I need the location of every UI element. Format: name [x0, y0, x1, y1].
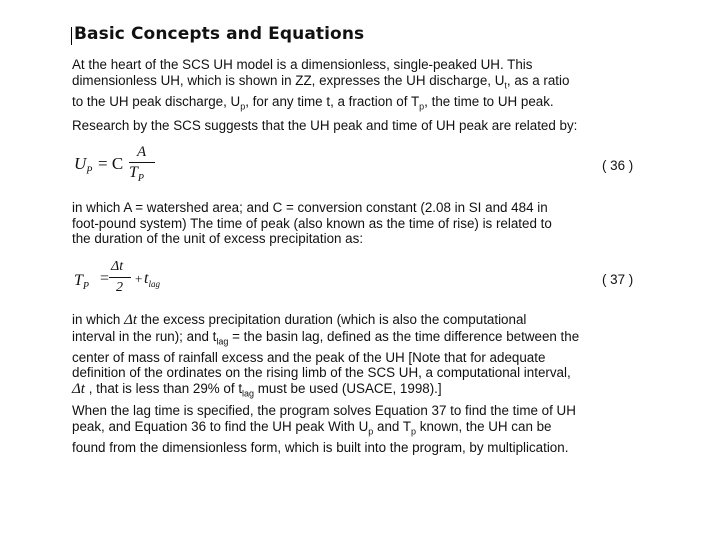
fraction-bar — [129, 162, 155, 163]
eq37-equals: = — [100, 270, 110, 287]
text-line: foot-pound system) The time of peak (also known as the time of rise) is related to — [72, 215, 552, 231]
subscript: p — [368, 426, 374, 437]
subscript: p — [411, 426, 417, 437]
text-line: definition of the ordinates on the rising limb of the SCS UH, a computational interval, — [72, 365, 571, 381]
eq37-rhs — [144, 270, 160, 289]
eq-symbol: T — [74, 272, 83, 289]
text-run: , that is less than 29% of t — [84, 381, 243, 397]
eq36-equals — [98, 154, 123, 174]
text-run: in which — [72, 312, 125, 327]
text-line — [72, 94, 652, 115]
text-line — [72, 381, 652, 402]
eq-subscript: lag — [148, 279, 160, 290]
delta-t-symbol: Δt — [72, 381, 85, 398]
paragraph-constants — [72, 200, 652, 247]
text-run: , for any time t, a fraction of T — [245, 93, 420, 109]
text-line — [72, 312, 652, 329]
subscript: lag — [216, 336, 229, 347]
text-line — [72, 73, 652, 94]
text-line — [72, 329, 652, 350]
eq-symbol: = C — [98, 154, 124, 173]
eq-symbol: U — [74, 154, 87, 173]
subscript: t — [504, 80, 507, 91]
text-run: and T — [373, 418, 412, 434]
text-run: , the time to UH peak. — [424, 93, 554, 109]
text-line: the duration of the unit of excess precipitation as: — [72, 231, 364, 247]
eq36-numerator: A — [137, 144, 147, 160]
paragraph-intro — [72, 57, 652, 115]
text-line: When the lag time is specified, the program solves Equation 37 to find the time of UH — [72, 403, 576, 418]
text-line: Research by the SCS suggests that the UH peak and time of UH peak are related by: — [72, 118, 578, 133]
text-line: center of mass of rainfall excess and the peak of the UH [Note that for adequate — [72, 349, 546, 365]
text-run: At the heart of the SCS UH model is a dimensionless, single-peaked UH. This — [72, 57, 533, 72]
section-heading: Basic Concepts and Equations — [74, 24, 365, 44]
subscript: p — [419, 101, 425, 112]
text-run: the excess precipitation duration (which is also the computational — [137, 312, 527, 327]
text-run: peak, and Equation 36 to find the UH peak With U — [72, 418, 369, 434]
text-line: found from the dimensionless form, which is built into the program, by multiplication. — [72, 439, 569, 455]
delta-t-symbol: Δt — [124, 312, 138, 328]
paragraph-definitions — [72, 312, 652, 402]
eq37-denominator: 2 — [116, 280, 123, 295]
text-run: dimensionless UH, which is shown in ZZ, expresses the UH discharge, U — [72, 72, 505, 88]
equation-number-36: ( 36 ) — [602, 158, 634, 173]
eq-subscript: P — [137, 173, 145, 185]
text-line — [72, 57, 652, 73]
eq37-lhs — [74, 272, 89, 292]
text-run: to the UH peak discharge, U — [72, 93, 241, 109]
eq36-lhs — [74, 154, 92, 176]
eq-subscript: P — [86, 165, 93, 177]
equation-number-37: ( 37 ) — [602, 272, 634, 287]
text-run: interval in the run); and t — [72, 328, 217, 344]
eq36-denominator — [129, 164, 144, 184]
text-run: known, the UH can be — [416, 418, 552, 434]
eq37-plus: + — [135, 271, 143, 286]
subscript: p — [240, 101, 246, 112]
eq-subscript: P — [82, 281, 90, 293]
paragraph-research — [72, 118, 652, 134]
text-line: in which A = watershed area; and C = conversion constant (2.08 in SI and 484 in — [72, 200, 548, 215]
subscript: lag — [242, 388, 255, 399]
text-line — [72, 419, 652, 440]
eq-symbol: t — [144, 270, 149, 287]
text-cursor — [71, 27, 72, 45]
fraction-bar — [109, 277, 131, 278]
text-run: = the basin lag, defined as the time difference between the — [228, 328, 580, 344]
eq-symbol: T — [129, 164, 138, 181]
text-run: , as a ratio — [506, 72, 570, 88]
eq37-numerator: Δt — [111, 259, 124, 274]
text-run: must be used (USACE, 1998).] — [254, 381, 442, 397]
paragraph-procedure — [72, 403, 652, 455]
